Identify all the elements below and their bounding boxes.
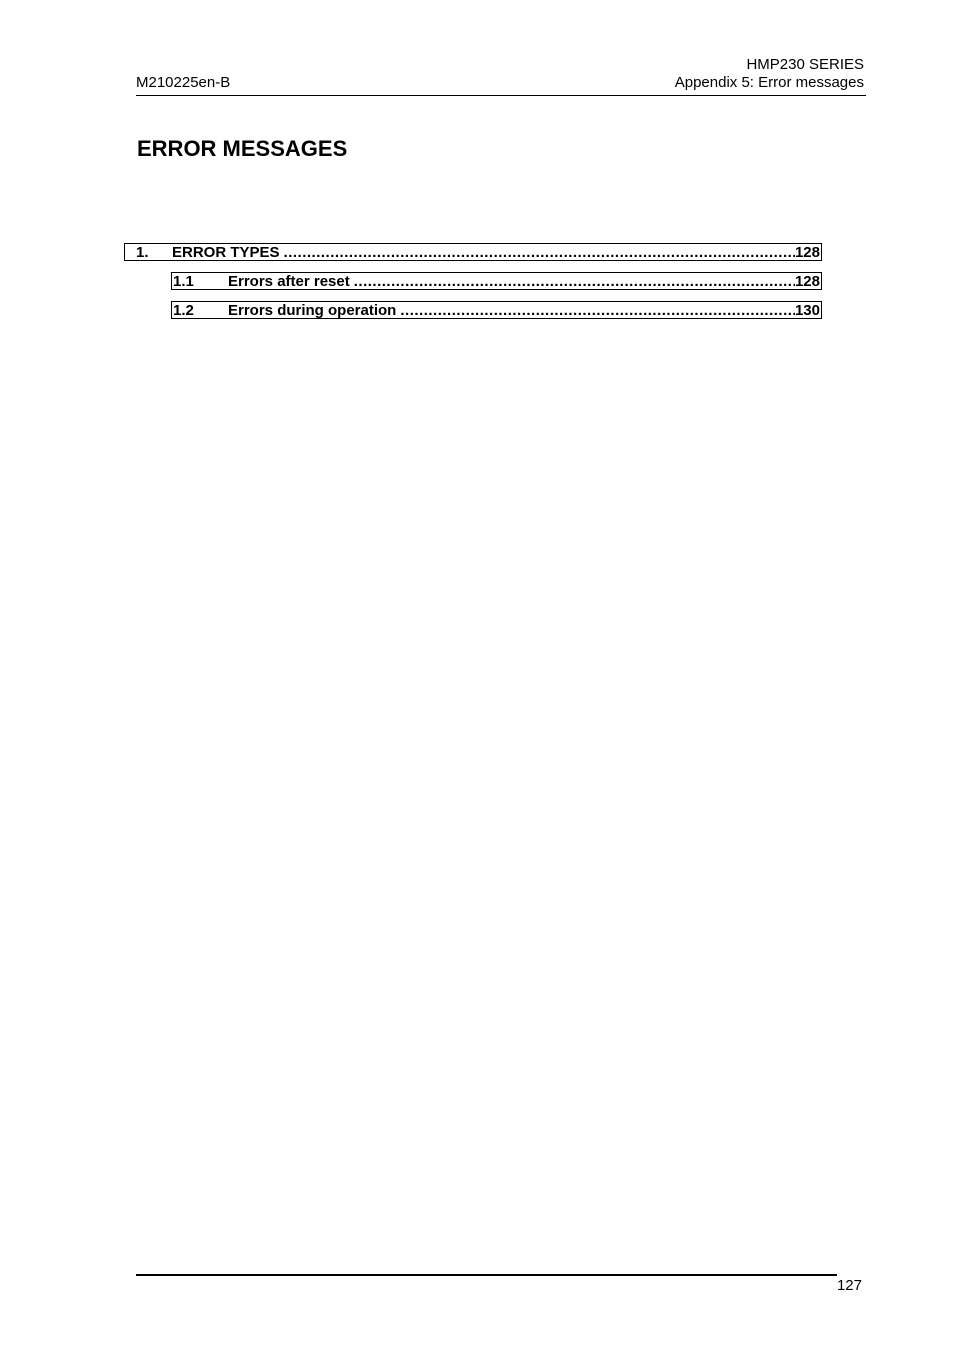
series-name: HMP230 SERIES <box>746 56 864 73</box>
header-rule <box>136 95 866 96</box>
toc-leader-dots <box>354 273 795 290</box>
toc-entry-errors-during-operation[interactable] <box>171 301 822 319</box>
page-title: ERROR MESSAGES <box>137 136 348 161</box>
toc-entry-page: 128 <box>794 272 820 290</box>
toc-leader-dots <box>400 302 795 319</box>
toc-entry-page: 128 <box>794 243 820 261</box>
toc-entry-number: 1.1 <box>173 272 194 290</box>
running-header <box>675 56 864 92</box>
toc-entry-errors-after-reset[interactable] <box>171 272 822 290</box>
toc-entry-number: 1.2 <box>173 301 194 319</box>
toc-entry-label: Errors after reset <box>228 272 350 290</box>
page-number: 127 <box>836 1277 862 1294</box>
toc-entry-label: ERROR TYPES <box>172 243 280 261</box>
toc-entry-page: 130 <box>794 301 820 319</box>
footer-rule <box>136 1274 837 1276</box>
toc-leader-dots <box>284 244 795 261</box>
section-name: Appendix 5: Error messages <box>674 74 864 91</box>
toc-entry-number: 1. <box>136 243 149 261</box>
toc-entry-label: Errors during operation <box>228 301 397 319</box>
doc-code: M210225en-B <box>136 74 231 91</box>
toc-entry-error-types[interactable] <box>124 243 822 261</box>
